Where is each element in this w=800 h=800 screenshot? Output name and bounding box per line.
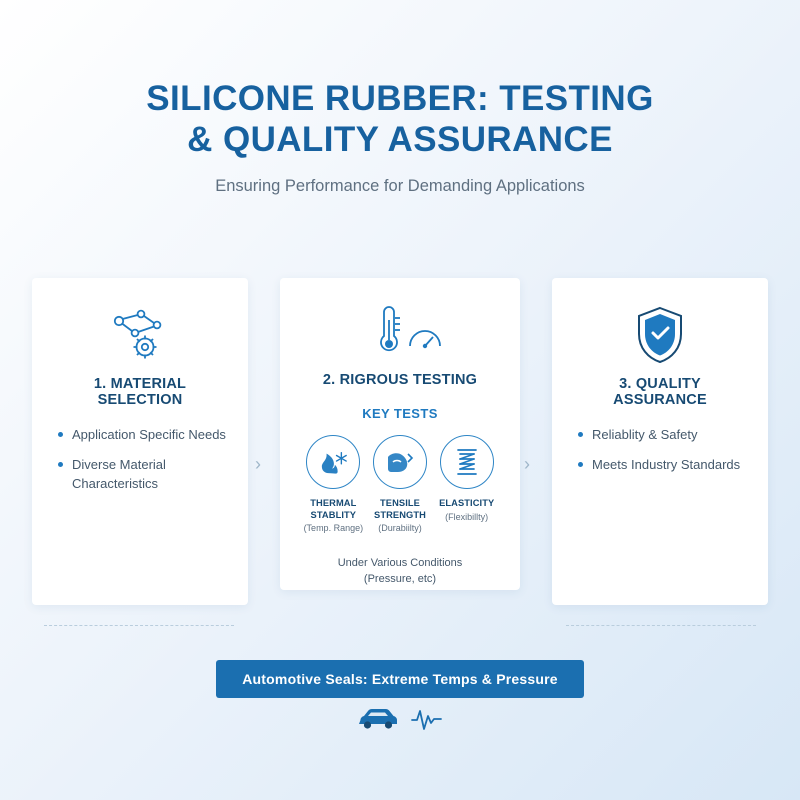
test-sub: (Temp. Range) (303, 523, 364, 534)
test-thermal-stability (300, 435, 367, 534)
dashed-line-right (566, 625, 756, 626)
car-icon (355, 706, 401, 737)
dashed-line-left (44, 625, 234, 626)
thermometer-gauge-icon (296, 300, 504, 362)
page-title-line-1: SILICONE RUBBER: TESTING (146, 79, 654, 118)
step-title: 2. RIGROUS TESTING (322, 372, 478, 388)
page-title (90, 78, 710, 161)
page-subtitle: Ensuring Performance for Demanding Applications (215, 176, 585, 195)
test-tensile-strength (367, 435, 434, 534)
waveform-icon (411, 706, 445, 737)
conditions-line-2: (Pressure, etc) (363, 572, 437, 585)
header (0, 0, 800, 196)
muscle-arm-icon (373, 435, 427, 489)
step-title: 1. MATERIAL SELECTION (93, 376, 187, 408)
step-card-rigorous-testing (280, 278, 520, 590)
test-name: ELASTICITY (439, 498, 495, 508)
test-elasticity (433, 435, 500, 534)
step-card-quality-assurance (552, 278, 768, 605)
step-bullet-list (572, 426, 748, 475)
test-name: TENSILE STRENGTH (374, 498, 426, 520)
list-item: Reliablity & Safety (578, 426, 748, 445)
key-tests-label: KEY TESTS (362, 406, 438, 421)
step-bullet-list (52, 426, 228, 494)
chevron-right-icon-2: › (524, 454, 530, 474)
steps-row (32, 278, 768, 605)
footer-banner-label: Automotive Seals: Extreme Temps & Pressure (242, 671, 558, 687)
test-name: THERMAL STABLITY (310, 498, 357, 520)
test-sub: (Durabiilty) (378, 523, 422, 534)
list-item: Application Specific Needs (58, 426, 228, 445)
conditions-line-1: Under Various Conditions (337, 557, 463, 570)
page-title-line-2: & QUALITY ASSURANCE (187, 120, 613, 160)
step-title: 3. QUALITY ASSURANCE (613, 376, 707, 408)
test-sub: (Flexibillty) (445, 511, 489, 522)
chevron-right-icon-1: › (255, 454, 261, 474)
list-item: Diverse Material Characteristics (58, 456, 228, 494)
footer-banner (216, 660, 584, 698)
list-item: Meets Industry Standards (578, 456, 748, 475)
molecule-gear-icon (52, 304, 228, 366)
footer-icon-row (0, 706, 800, 737)
flame-snowflake-icon (306, 435, 360, 489)
shield-check-icon (572, 304, 748, 366)
conditions-note (296, 556, 504, 587)
step-card-material-selection (32, 278, 248, 605)
spring-coil-icon (440, 435, 494, 489)
key-tests-row (296, 435, 504, 534)
